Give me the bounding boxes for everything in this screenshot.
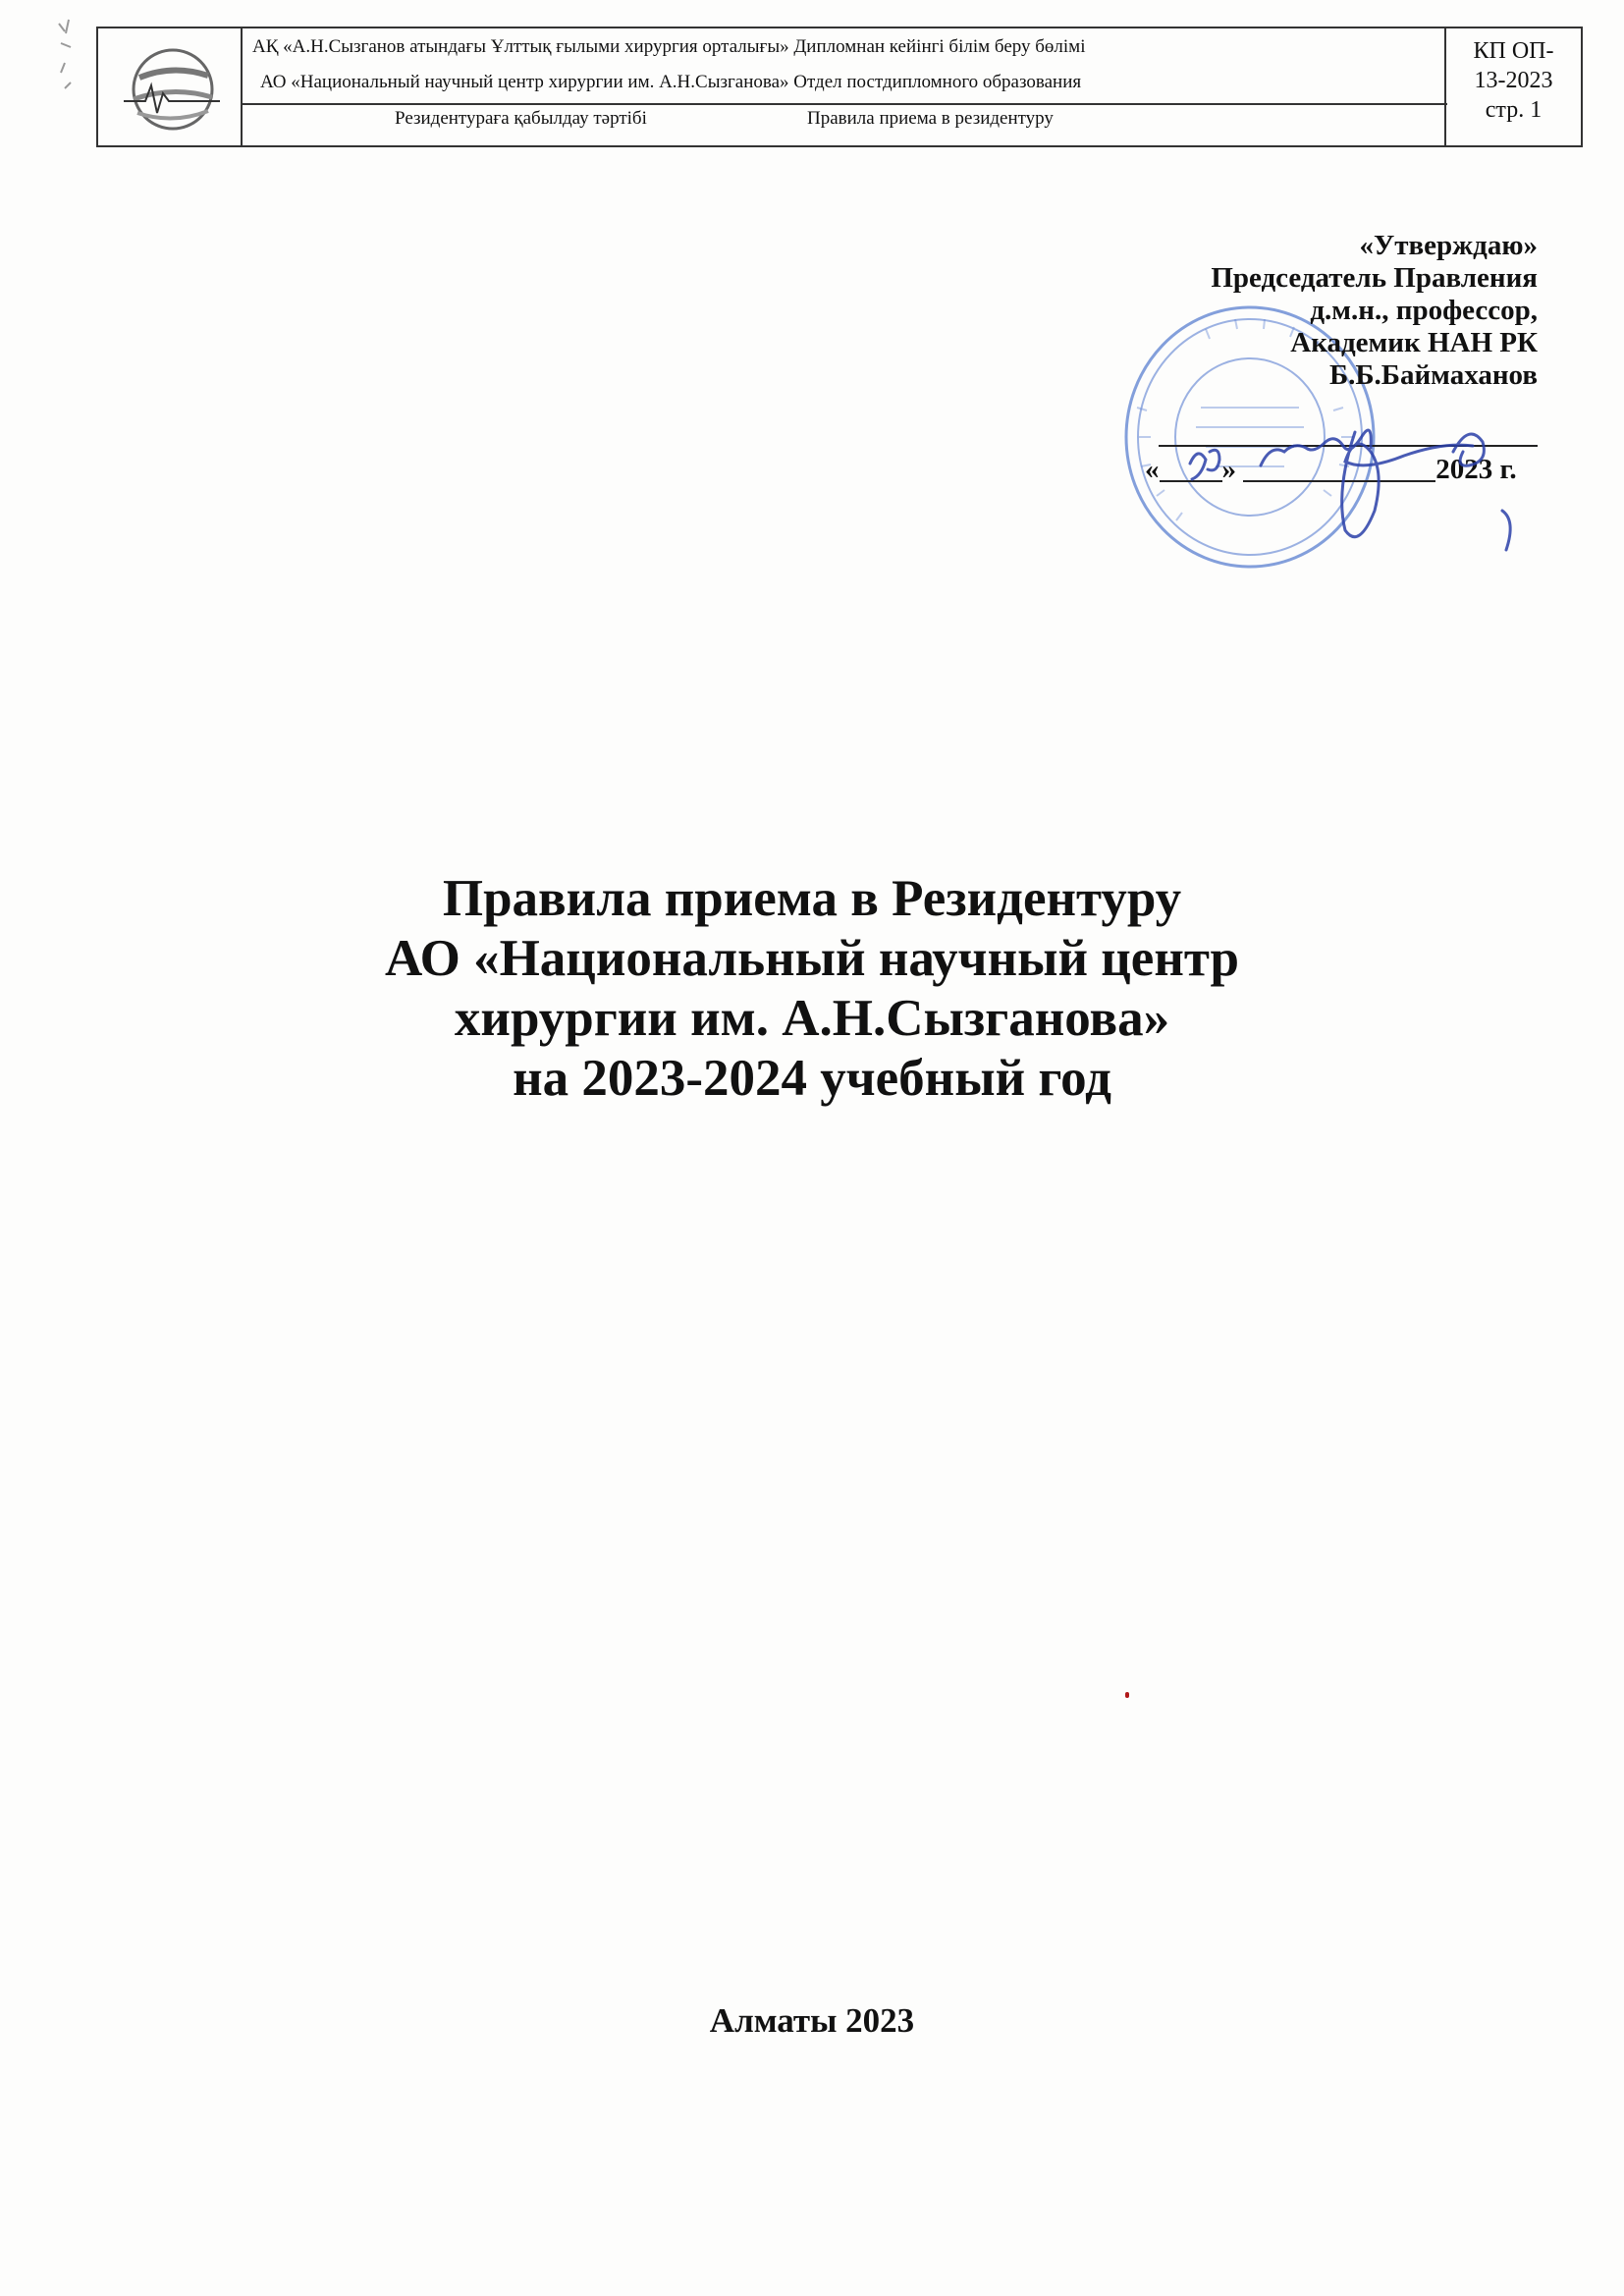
handwritten-signature bbox=[1159, 393, 1551, 560]
approver-position: Председатель Правления bbox=[1211, 262, 1538, 294]
title-line: АО «Национальный научный центр bbox=[384, 930, 1240, 987]
approver-degree: д.м.н., профессор, bbox=[1310, 295, 1538, 326]
page-number: стр. 1 bbox=[1485, 97, 1543, 123]
center-logo-icon bbox=[118, 42, 224, 136]
code-line: 13-2023 bbox=[1474, 68, 1553, 93]
header-org-ru: АО «Национальный научный центр хирургии им. А.Н.Сызганова» Отдел постдипломного образования bbox=[260, 72, 1082, 92]
approver-name: Б.Б.Баймаханов bbox=[1328, 359, 1538, 391]
city-year: Алматы 2023 bbox=[709, 2001, 915, 2040]
header-doc-kz: Резидентураға қабылдау тәртібі bbox=[395, 108, 647, 129]
date-quote-open: « bbox=[1145, 454, 1160, 485]
document-title bbox=[0, 869, 1624, 1109]
document-header bbox=[96, 27, 1583, 147]
document-code bbox=[1444, 28, 1581, 145]
header-middle bbox=[243, 28, 1447, 145]
header-org-block bbox=[243, 28, 1447, 105]
approval-heading: «Утверждаю» bbox=[1359, 230, 1538, 261]
approval-block bbox=[1211, 230, 1538, 392]
header-org-kz: АҚ «А.Н.Сызганов атындағы Ұлттық ғылыми хирургия орталығы» Дипломнан кейінгі білім беру бөлімі bbox=[252, 36, 1086, 57]
header-doc-ru: Правила приема в резидентуру bbox=[807, 108, 1054, 129]
date-year: 2023 г. bbox=[1435, 454, 1517, 485]
date-quote-close: » bbox=[1221, 454, 1236, 485]
title-line: Правила приема в Резидентуру bbox=[442, 870, 1182, 927]
approver-title: Академик НАН РК bbox=[1290, 327, 1538, 358]
title-line: на 2023-2024 учебный год bbox=[513, 1050, 1111, 1107]
code-line: КП ОП- bbox=[1473, 38, 1554, 64]
logo-cell bbox=[98, 28, 243, 145]
title-line: хирургии им. А.Н.Сызганова» bbox=[454, 990, 1170, 1047]
ink-speck bbox=[1125, 1692, 1129, 1698]
